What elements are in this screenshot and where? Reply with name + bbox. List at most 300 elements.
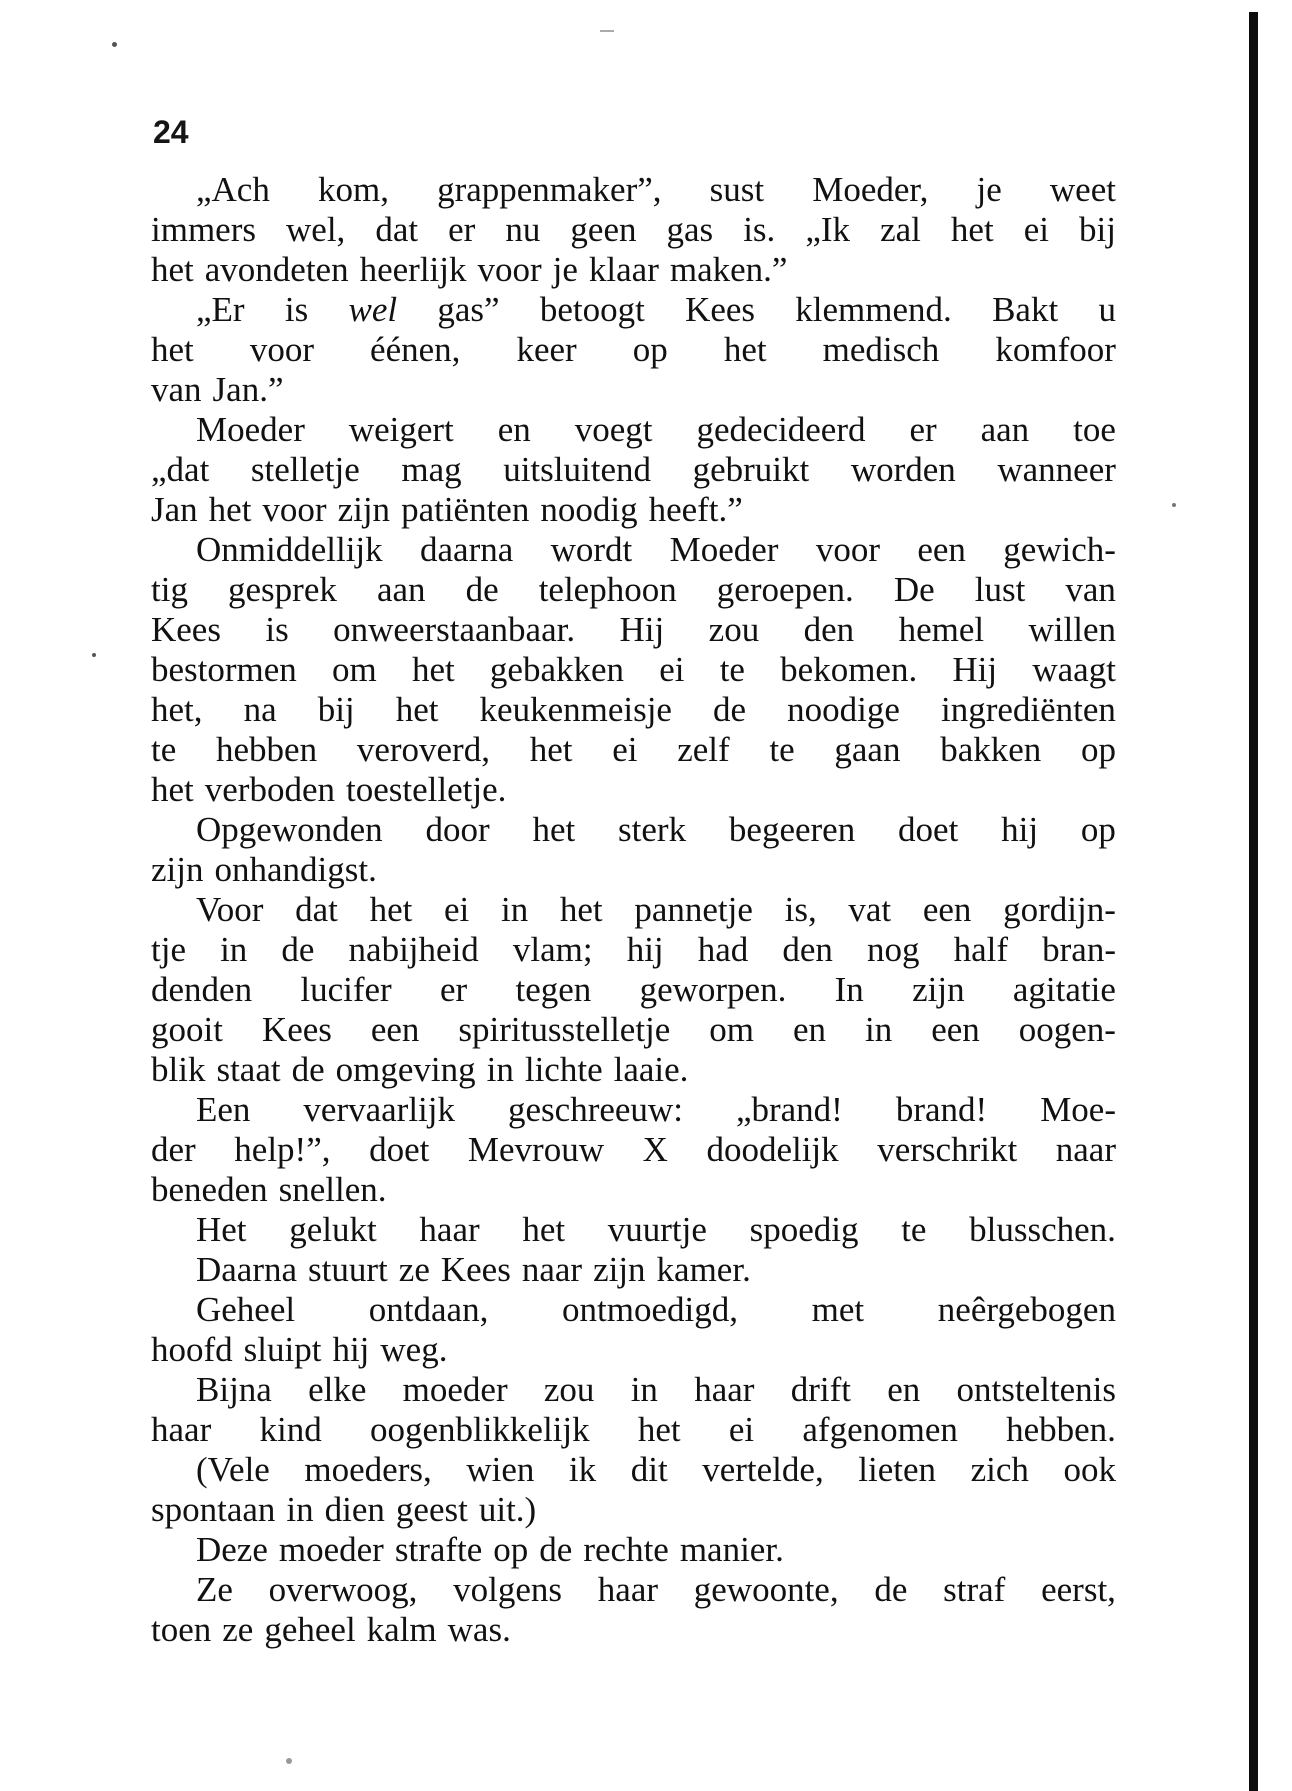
text-line — [151, 450, 1116, 490]
word: gewich- — [1003, 530, 1116, 569]
word: denden — [151, 970, 253, 1009]
word: ontmoedigd, — [562, 1290, 738, 1329]
word: klemmend. — [795, 290, 952, 329]
word: Geheel — [196, 1290, 296, 1329]
word: nabijheid — [348, 930, 479, 969]
word: op — [493, 1530, 529, 1569]
word: straf — [943, 1570, 1006, 1609]
word: in — [286, 1490, 314, 1529]
word: in — [500, 890, 529, 929]
word: haar — [597, 1570, 659, 1609]
text-line — [151, 890, 1116, 930]
word: zijn — [337, 490, 391, 529]
word: tje — [151, 930, 186, 969]
word: het — [522, 1210, 566, 1249]
word: naar — [521, 1250, 583, 1289]
word: om — [332, 650, 377, 689]
word: kind — [259, 1410, 322, 1449]
text-line — [151, 690, 1116, 730]
word: zou — [708, 610, 760, 649]
word: manier. — [679, 1530, 784, 1569]
word: op — [1080, 810, 1116, 849]
word: Mevrouw — [467, 1130, 604, 1169]
text-line — [151, 610, 1116, 650]
word: het — [950, 210, 994, 249]
word: mag — [401, 450, 462, 489]
text-line — [151, 290, 1116, 330]
word: In — [834, 970, 864, 1009]
text-line — [151, 490, 1116, 530]
word: hebben — [216, 730, 318, 769]
word: er — [448, 210, 476, 249]
word: in — [220, 930, 248, 969]
word: uitsluitend — [503, 450, 651, 489]
word: bakken — [940, 730, 1042, 769]
word: moeders, — [304, 1450, 432, 1489]
word: daarna — [420, 530, 514, 569]
word: doet — [369, 1130, 430, 1169]
word: bran- — [1042, 930, 1116, 969]
word: met — [811, 1290, 865, 1329]
word: doodelijk — [706, 1130, 839, 1169]
word: aan — [376, 570, 426, 609]
word: ei — [444, 890, 470, 929]
word: voor — [477, 250, 542, 289]
text-line — [151, 1450, 1116, 1490]
word: voor — [262, 490, 327, 529]
text-line — [151, 370, 1116, 410]
text-line — [151, 1250, 1116, 1290]
text-line — [151, 1010, 1116, 1050]
word: laaie. — [613, 1050, 689, 1089]
word: zijn — [912, 970, 965, 1009]
word: Voor — [196, 890, 264, 929]
word: wien — [466, 1450, 535, 1489]
word: was. — [447, 1610, 511, 1649]
word: zelf — [677, 730, 730, 769]
word: aan — [980, 410, 1030, 449]
word: onhandigst. — [214, 850, 377, 889]
word: ze — [398, 1250, 430, 1289]
word: een — [917, 530, 966, 569]
word: „Ach — [196, 170, 270, 209]
word: avondeten — [204, 250, 349, 289]
word: lichte — [524, 1050, 603, 1089]
word: hij — [1001, 810, 1039, 849]
word: de — [291, 1050, 325, 1089]
word: vervaarlijk — [303, 1090, 456, 1129]
word: verschrikt — [877, 1130, 1018, 1169]
text-line — [151, 1370, 1116, 1410]
word: Ze — [196, 1570, 233, 1609]
word: is, — [784, 890, 817, 929]
word: Kees — [151, 610, 221, 649]
word: strafte — [394, 1530, 483, 1569]
word: Een — [196, 1090, 251, 1129]
word: gaan — [834, 730, 901, 769]
word: te — [719, 650, 745, 689]
word: heeft.” — [648, 490, 743, 529]
word: Moe- — [1040, 1090, 1116, 1129]
word: dat — [295, 890, 338, 929]
word: het — [723, 330, 767, 369]
word: Daarna — [196, 1250, 298, 1289]
word: een — [370, 1010, 420, 1049]
word: in — [486, 1050, 514, 1089]
word: overwoog, — [268, 1570, 418, 1609]
word: je — [976, 170, 1002, 209]
word: begeeren — [728, 810, 856, 849]
word: door — [425, 810, 490, 849]
word: ei — [728, 1410, 755, 1449]
word: eerst, — [1041, 1570, 1116, 1609]
word: oogenblikkelijk — [369, 1410, 590, 1449]
word: vuurtje — [607, 1210, 707, 1249]
word: op — [632, 330, 668, 369]
word: sust — [709, 170, 765, 209]
text-line — [151, 1330, 1116, 1370]
word: gebakken — [489, 650, 625, 689]
text-line — [151, 170, 1116, 210]
text-line — [151, 1130, 1116, 1170]
word: gewoonte, — [693, 1570, 839, 1609]
word: te — [769, 730, 795, 769]
word: blusschen. — [969, 1210, 1116, 1249]
word: afgenomen — [802, 1410, 958, 1449]
word: patiënten — [401, 490, 530, 529]
word: weet — [1049, 170, 1116, 209]
word: wel — [348, 290, 398, 329]
word: Jan.” — [212, 370, 284, 409]
word: het — [151, 330, 194, 369]
word: rechte — [583, 1530, 669, 1569]
speck-right-margin — [1172, 503, 1176, 507]
word: geest — [395, 1490, 468, 1529]
word: is — [265, 610, 289, 649]
word: nog — [867, 930, 920, 969]
word: verboden — [204, 770, 335, 809]
word: geroepen. — [716, 570, 854, 609]
word: drift — [790, 1370, 851, 1409]
speck-bottom — [286, 1758, 292, 1764]
word: lucifer — [300, 970, 392, 1009]
word: dat — [375, 210, 419, 249]
word: oogen- — [1018, 1010, 1116, 1049]
text-line — [151, 1090, 1116, 1130]
word: gordijn- — [1003, 890, 1116, 929]
word: weg. — [380, 1330, 448, 1369]
word: bij — [317, 690, 355, 729]
word: en — [887, 1370, 921, 1409]
word: in — [630, 1370, 658, 1409]
word: voor — [249, 330, 314, 369]
text-line — [151, 970, 1116, 1010]
word: Opgewonden — [196, 810, 383, 849]
word: der — [151, 1130, 196, 1169]
word: snellen. — [278, 1170, 387, 1209]
word: bestormen — [151, 650, 297, 689]
word: maken.” — [669, 250, 788, 289]
word: om — [709, 1010, 755, 1049]
text-line — [151, 1170, 1116, 1210]
word: het — [637, 1410, 681, 1449]
word: toen — [151, 1610, 212, 1649]
text-line — [151, 1050, 1116, 1090]
word: kom, — [317, 170, 389, 209]
word: je — [552, 250, 578, 289]
word: sterk — [618, 810, 687, 849]
word: Hij — [952, 650, 998, 689]
word: éénen, — [370, 330, 461, 369]
text-line — [151, 410, 1116, 450]
word: stelletje — [250, 450, 360, 489]
word: Jan — [151, 490, 198, 529]
word: hemel — [898, 610, 985, 649]
word: gedecideerd — [696, 410, 866, 449]
word: ontdaan, — [368, 1290, 489, 1329]
word: het — [411, 650, 455, 689]
word: ei — [659, 650, 685, 689]
word: Moeder — [196, 410, 305, 449]
word: het — [532, 810, 576, 849]
word: noodige — [787, 690, 900, 729]
word: spoedig — [749, 1210, 859, 1249]
word: neêrgebogen — [937, 1290, 1116, 1329]
word: medisch — [822, 330, 940, 369]
word: toe — [1073, 410, 1116, 449]
word: uit.) — [478, 1490, 537, 1529]
word: het — [151, 250, 194, 289]
word: „Er — [196, 290, 245, 329]
word: gelukt — [289, 1210, 377, 1249]
word: betoogt — [539, 290, 645, 329]
word: Kees — [261, 1010, 332, 1049]
word: brand! — [895, 1090, 988, 1129]
word: noodig — [540, 490, 638, 529]
text-line — [151, 730, 1116, 770]
word: zou — [543, 1370, 595, 1409]
text-line — [151, 1610, 1116, 1650]
word: stuurt — [308, 1250, 388, 1289]
word: te — [901, 1210, 927, 1249]
text-line — [151, 1290, 1116, 1330]
word: zich — [970, 1450, 1029, 1489]
word: veroverd, — [356, 730, 490, 769]
word: dit — [630, 1450, 668, 1489]
word: en — [793, 1010, 827, 1049]
text-line — [151, 330, 1116, 370]
word: kamer. — [656, 1250, 751, 1289]
word: ei — [612, 730, 638, 769]
word: tegen — [515, 970, 592, 1009]
word: help!”, — [234, 1130, 331, 1169]
text-line — [151, 530, 1116, 570]
text-line — [151, 850, 1116, 890]
word: zal — [880, 210, 921, 249]
word: u — [1098, 290, 1116, 329]
word: beneden — [151, 1170, 268, 1209]
word: het — [151, 770, 194, 809]
word: is. — [743, 210, 776, 249]
word: er — [440, 970, 468, 1009]
word: in — [865, 1010, 893, 1049]
word: elke — [308, 1370, 367, 1409]
word: en — [497, 410, 531, 449]
word: vertelde, — [702, 1450, 824, 1489]
word: moeder — [278, 1530, 384, 1569]
word: ingrediënten — [940, 690, 1116, 729]
word: er — [909, 410, 937, 449]
body-text — [151, 170, 1116, 1650]
speck-top-mid — [600, 30, 614, 32]
word: Bakt — [992, 290, 1059, 329]
word: hebben. — [1006, 1410, 1116, 1449]
word: de — [281, 930, 315, 969]
word: gesprek — [228, 570, 337, 609]
word: hij — [332, 1330, 370, 1369]
word: gas” — [437, 290, 500, 329]
word: blik — [151, 1050, 206, 1089]
word: Het — [196, 1210, 247, 1249]
word: spiritusstelletje — [458, 1010, 671, 1049]
speck-left-margin — [92, 653, 96, 657]
word: tig — [151, 570, 188, 609]
word: waagt — [1032, 650, 1116, 689]
word: klaar — [588, 250, 659, 289]
word: onweerstaanbaar. — [333, 610, 576, 649]
word: Hij — [619, 610, 665, 649]
word: moeder — [402, 1370, 508, 1409]
word: het — [208, 490, 252, 529]
page-number: 24 — [153, 114, 189, 150]
word: het, — [151, 690, 203, 729]
word: ei — [1023, 210, 1049, 249]
word: wordt — [550, 530, 633, 569]
word: Deze — [196, 1530, 268, 1569]
word: „dat — [151, 450, 210, 489]
word: staat — [216, 1050, 281, 1089]
word: bekomen. — [780, 650, 918, 689]
text-line — [151, 210, 1116, 250]
text-line — [151, 650, 1116, 690]
word: gooit — [151, 1010, 223, 1049]
word: naar — [1055, 1130, 1116, 1169]
word: is — [284, 290, 309, 329]
word: immers — [151, 210, 256, 249]
word: ook — [1063, 1450, 1116, 1489]
word: wanneer — [997, 450, 1116, 489]
word: geworpen. — [639, 970, 787, 1009]
word: weigert — [348, 410, 454, 449]
word: vat — [848, 890, 892, 929]
word: het — [529, 730, 573, 769]
word: nu — [505, 210, 541, 249]
word: De — [893, 570, 935, 609]
word: pannetje — [634, 890, 753, 929]
word: willen — [1028, 610, 1116, 649]
word: voor — [815, 530, 880, 569]
word: op — [1081, 730, 1116, 769]
word: zijn — [593, 1250, 646, 1289]
text-line — [151, 770, 1116, 810]
word: wel, — [286, 210, 346, 249]
word: volgens — [453, 1570, 563, 1609]
word: vlam; — [512, 930, 593, 969]
word: de — [465, 570, 499, 609]
word: lust — [974, 570, 1026, 609]
word: telephoon — [538, 570, 677, 609]
word: kalm — [366, 1610, 437, 1649]
word: worden — [850, 450, 956, 489]
word: gas — [666, 210, 714, 249]
word: grappenmaker”, — [437, 170, 662, 209]
text-line — [151, 810, 1116, 850]
word: haar — [419, 1210, 480, 1249]
speck-top-left — [112, 42, 117, 47]
text-line — [151, 570, 1116, 610]
word: gebruikt — [692, 450, 810, 489]
binding-edge — [1249, 12, 1258, 1791]
word: van — [151, 370, 202, 409]
word: hij — [626, 930, 664, 969]
text-line — [151, 1210, 1116, 1250]
word: Bijna — [196, 1370, 272, 1409]
word: geheel — [264, 1610, 356, 1649]
word: spontaan — [151, 1490, 276, 1529]
word: haar — [151, 1410, 212, 1449]
word: de — [713, 690, 747, 729]
word: „brand! — [735, 1090, 843, 1129]
text-line — [151, 250, 1116, 290]
word: sluipt — [243, 1330, 322, 1369]
text-line — [151, 1570, 1116, 1610]
word: het — [559, 890, 603, 929]
word: de — [874, 1570, 908, 1609]
word: X — [642, 1130, 668, 1169]
word: geschreeuw: — [508, 1090, 683, 1129]
word: bij — [1079, 210, 1116, 249]
word: Moeder — [669, 530, 779, 569]
word: na — [243, 690, 277, 729]
text-line — [151, 1530, 1116, 1570]
word: ontsteltenis — [956, 1370, 1116, 1409]
text-line — [151, 1490, 1116, 1530]
word: half — [953, 930, 1009, 969]
text-line — [151, 1410, 1116, 1450]
word: keukenmeisje — [479, 690, 672, 729]
word: Kees — [685, 290, 756, 329]
word: ik — [568, 1450, 597, 1489]
word: de — [539, 1530, 573, 1569]
word: komfoor — [995, 330, 1116, 369]
word: keer — [516, 330, 577, 369]
word: van — [1065, 570, 1116, 609]
word: een — [931, 1010, 980, 1049]
text-line — [151, 930, 1116, 970]
word: omgeving — [335, 1050, 476, 1089]
word: toestelletje. — [346, 770, 507, 809]
word: had — [697, 930, 749, 969]
word: (Vele — [196, 1450, 270, 1489]
word: lieten — [858, 1450, 937, 1489]
word: Kees — [440, 1250, 511, 1289]
word: een — [922, 890, 972, 929]
word: Moeder, — [812, 170, 929, 209]
word: zijn — [151, 850, 204, 889]
word: „Ik — [805, 210, 851, 249]
word: heerlijk — [359, 250, 467, 289]
word: doet — [898, 810, 959, 849]
